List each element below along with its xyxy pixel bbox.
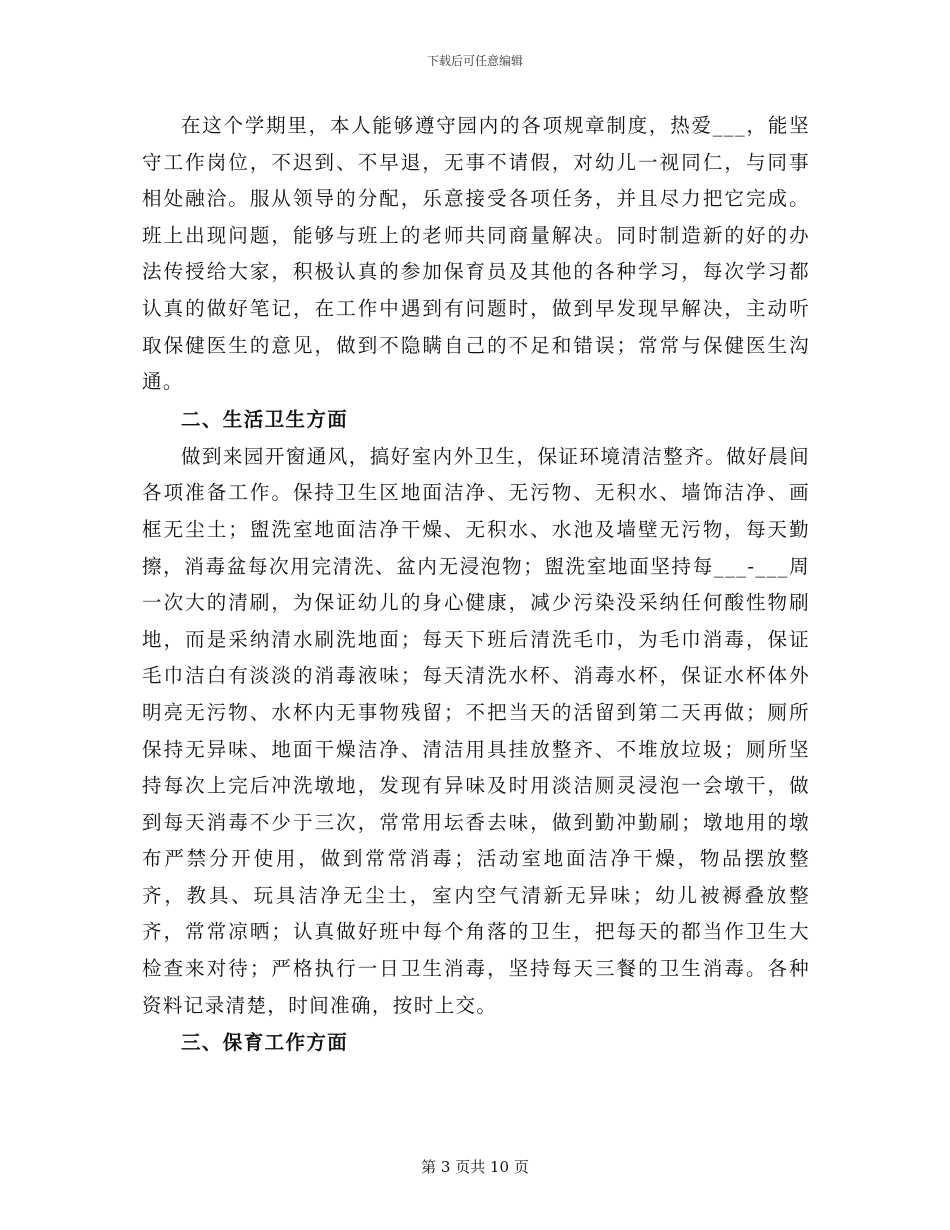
paragraph-work-attitude: 在这个学期里，本人能够遵守园内的各项规章制度，热爱___，能坚守工作岗位，不迟到、不早退，无事不请假，对幼儿一视同仁，与同事相处融洽。服从领导的分配，乐意接受各项任务，并且尽力把它完成。班上出现问题，能够与班上的老师共同商量解决。同时制造新的好的办法传授给大家，积极认真的参加保育员及其他的各种学习，每次学习都认真的做好笔记，在工作中遇到有问题时，做到早发现早解决，主动听取保健医生的意见，做到不隐瞒自己的不足和错误；常常与保健医生沟通。 [142, 114, 810, 394]
page-number-footer: 第 3 页共 10 页 [421, 1158, 529, 1176]
page-header: 下载后可任意编辑 [426, 54, 523, 68]
document-body [142, 108, 810, 1062]
section-heading-hygiene: 二、生活卫生方面 [181, 407, 349, 431]
paragraph-hygiene: 做到来园开窗通风，搞好室内外卫生，保证环境清洁整齐。做好晨间各项准备工作。保持卫生区地面洁净、无污物、无积水、墙饰洁净、画框无尘土；盥洗室地面洁净干燥、无积水、水池及墙壁无污物，每天勤擦，消毒盆每次用完清洗、盆内无浸泡物；盥洗室地面坚持每___-___周一次大的清刷，为保证幼儿的身心健康，减少污染没采纳任何酸性物刷地，而是采纳清水刷洗地面；每天下班后清洗毛巾，为毛巾消毒，保证毛巾洁白有淡淡的消毒液味；每天清洗水杯、消毒水杯，保证水杯体外明亮无污物、水杯内无事物残留；不把当天的活留到第二天再做；厕所保持无异味、地面干燥洁净、清洁用具挂放整齐、不堆放垃圾；厕所坚持每次上完后冲洗墩地，发现有异味及时用淡洁厕灵浸泡一会墩干，做到每天消毒不少于三次，常常用坛香去味，做到勤冲勤刷；墩地用的墩布严禁分开使用，做到常常消毒；活动室地面洁净干燥，物品摆放整齐，教具、玩具洁净无尘土，室内空气清新无异味；幼儿被褥叠放整齐，常常凉晒；认真做好班中每个角落的卫生，把每天的都当作卫生大检查来对待；严格执行一日卫生消毒，坚持每天三餐的卫生消毒。各种资料记录清楚，时间准确，按时上交。 [142, 444, 810, 1017]
section-heading-care-work: 三、保育工作方面 [181, 1031, 349, 1055]
